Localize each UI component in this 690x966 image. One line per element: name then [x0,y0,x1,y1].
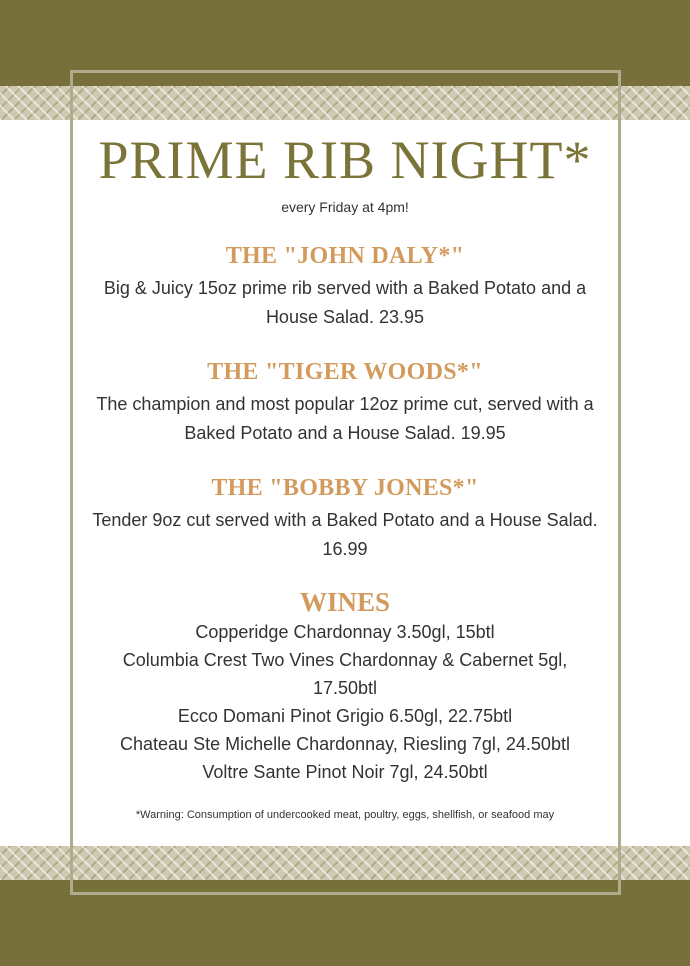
item-description-bobby-jones: Tender 9oz cut served with a Baked Potato and a House Salad. 16.99 [92,510,598,559]
wine-item: Voltre Sante Pinot Noir 7gl, 24.50btl [202,762,488,782]
item-description-john-daly: Big & Juicy 15oz prime rib served with a Baked Potato and a House Salad. 23.95 [103,278,587,327]
item-name-tiger-woods: THE "TIGER WOODS*" [207,359,483,385]
wines-heading: WINES [299,587,391,617]
wine-item: Copperidge Chardonnay 3.50gl, 15btl [195,622,495,642]
warning-note: *Warning: Consumption of undercooked meat, poultry, eggs, shellfish, or seafood may [135,809,555,821]
menu-panel [76,120,614,846]
wine-item: Chateau Ste Michelle Chardonnay, Riesling 7gl, 24.50btl [120,734,570,754]
menu-content [76,120,614,822]
item-name-bobby-jones: THE "BOBBY JONES*" [211,475,479,501]
menu-subtitle: every Friday at 4pm! [281,199,409,215]
item-name-john-daly: THE "JOHN DALY*" [225,243,465,269]
item-description-tiger-woods: The champion and most popular 12oz prime cut, served with a Baked Potato and a House Salad. 19.95 [96,394,594,443]
menu-title: PRIME RIB NIGHT* [98,130,592,190]
wine-item: Columbia Crest Two Vines Chardonnay & Cabernet 5gl, 17.50btl [122,650,568,698]
wine-item: Ecco Domani Pinot Grigio 6.50gl, 22.75btl [177,706,513,726]
